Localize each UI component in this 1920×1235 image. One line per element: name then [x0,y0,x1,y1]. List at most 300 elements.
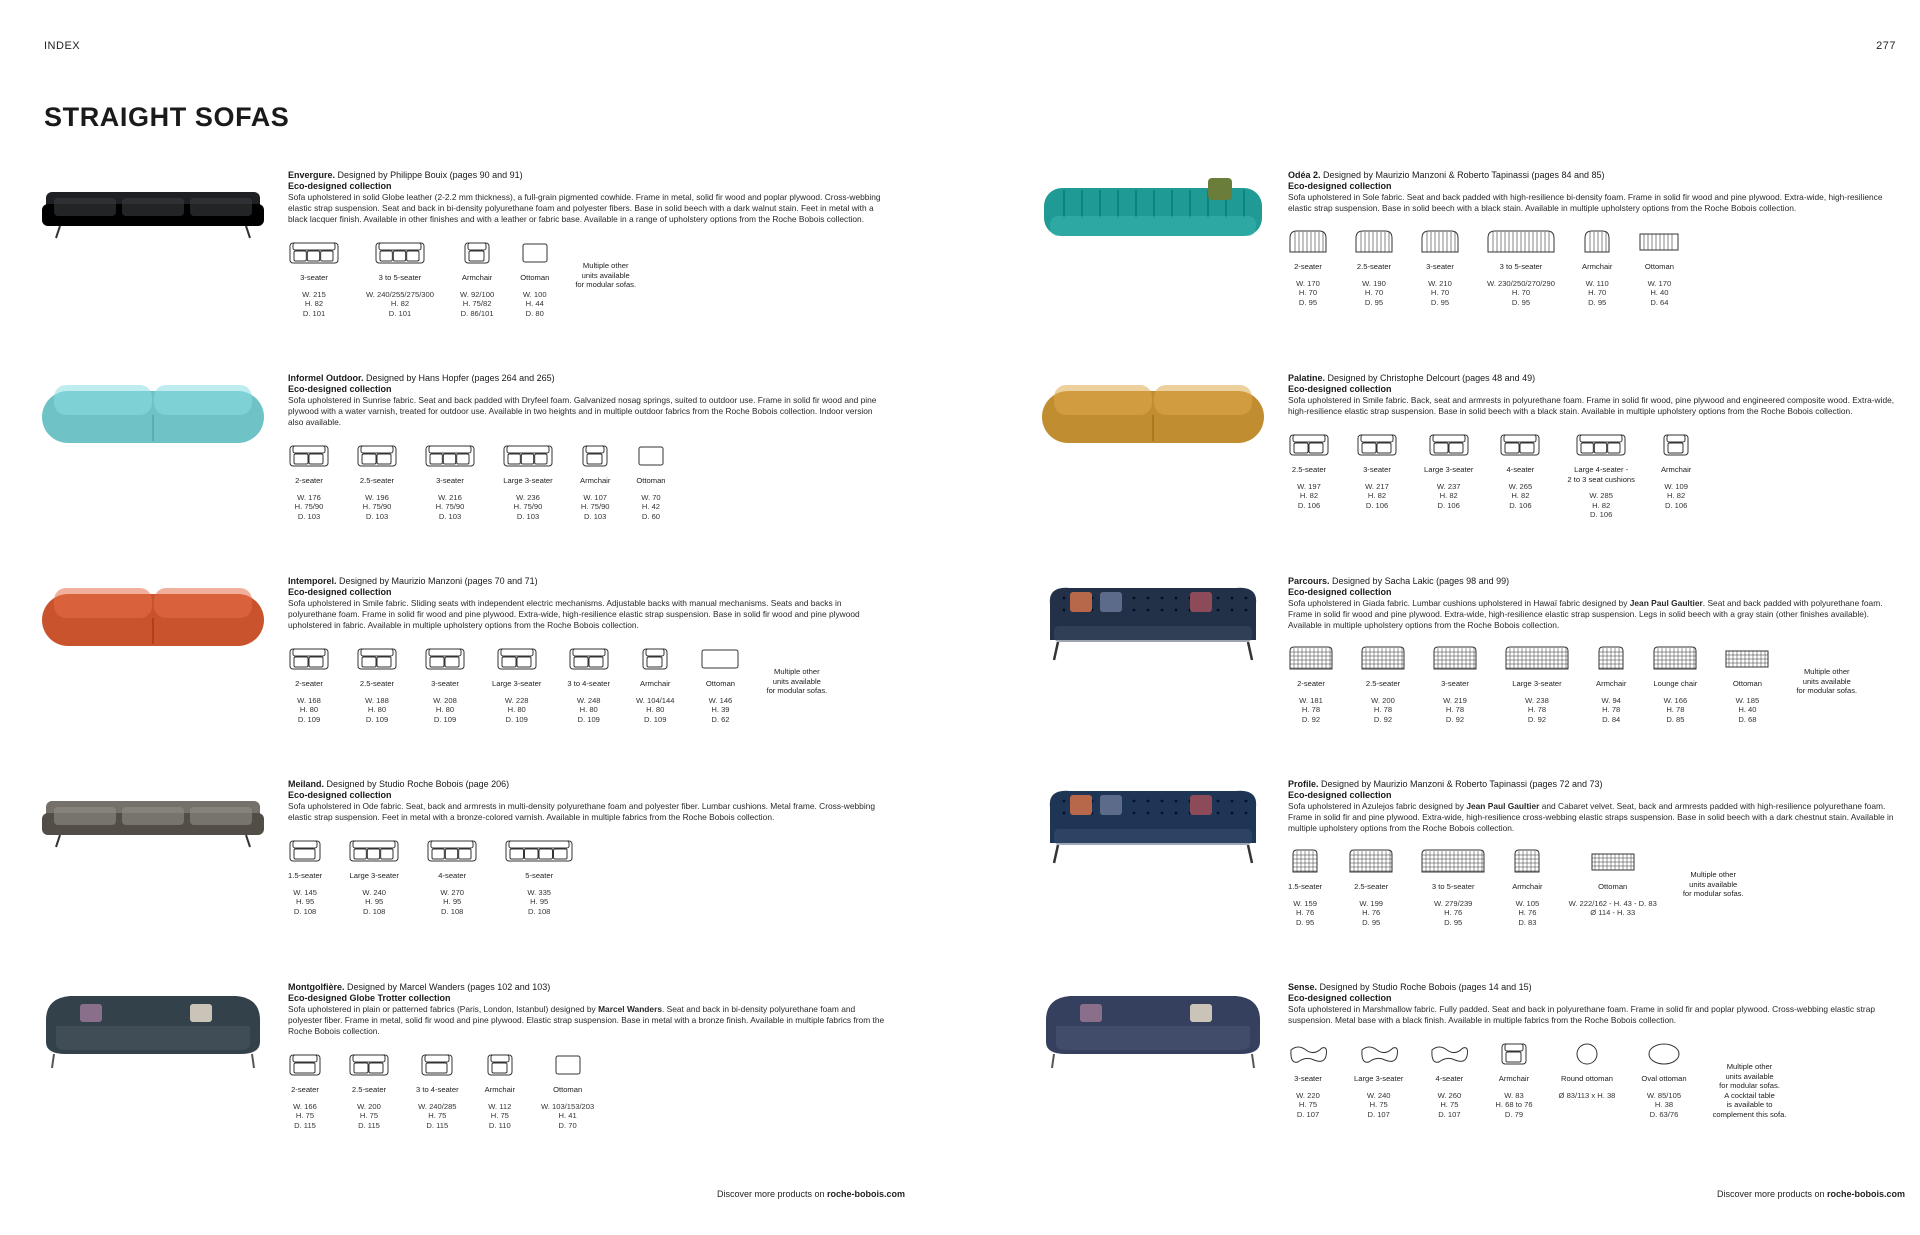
unit-label: Armchair [484,1085,516,1094]
unit-item [288,239,340,318]
unit-list [1288,1040,1900,1120]
unit-dimensions: W. 145 H. 95 D. 108 [293,887,317,916]
description-text: Sofa upholstered in Ode fabric. Seat, back and armrests in multi-density polyurethane foam and polyester fiber. Lumbar cushions. Metal frame. Cross-webbing elastic strap suspension. Feet in metal with a bronze-colored varnish. Available in multiple fabrics from the Roche Bobois collection. [288,801,876,822]
collection-label: Eco-designed collection [1288,181,1392,191]
unit-dimensions: W. 200 H. 75 D. 115 [357,1101,381,1130]
unit-label: 3-seater [431,679,459,688]
unit-item [1596,645,1626,724]
sofa-photo [1040,168,1266,258]
unit-dimensions: W. 103/153/203 H. 41 D. 70 [541,1101,595,1130]
unit-diagram-icon [1356,431,1398,459]
unit-label: 2.5-seater [359,679,395,688]
unit-dimensions: W. 94 H. 78 D. 84 [1601,695,1621,724]
unit-dimensions: W. 70 H. 42 D. 60 [641,492,661,521]
unit-diagram-icon [1359,1040,1399,1068]
collection-label: Eco-designed collection [288,790,392,800]
unit-diagram-icon [426,837,478,865]
unit-item [1288,848,1322,927]
unit-diagram-icon [502,442,554,470]
product-heading [288,779,890,790]
unit-diagram-icon [1429,1040,1469,1068]
product-info [1288,779,1900,927]
unit-dimensions: W. 219 H. 78 D. 92 [1443,695,1467,724]
unit-diagram-icon [486,1051,514,1079]
unit-label: 3-seater [436,476,464,485]
designer-credit: Designed by Hans Hopfer (pages 264 and 265) [363,373,555,383]
collection-label: Eco-designed collection [288,587,392,597]
unit-label: 4-seater [1435,1074,1464,1083]
unit-label: 2.5-seater [1291,465,1327,474]
unit-diagram-icon [288,1051,322,1079]
unit-label: Armchair [1582,262,1613,271]
unit-diagram-icon [641,645,669,673]
product-name: Informel Outdoor. [288,373,364,383]
unit-item [504,837,574,916]
designer-credit: Designed by Sacha Lakic (pages 98 and 99) [1329,576,1510,586]
unit-label: 2.5-seater [1354,882,1389,891]
unit-diagram-icon [1288,228,1328,256]
product-description [1288,801,1900,834]
page-number: 277 [1876,40,1896,52]
unit-item [1420,228,1460,307]
unit-item [1354,228,1394,307]
unit-diagram-icon [1420,228,1460,256]
product-entry [1040,777,1900,980]
unit-diagram-icon [356,442,398,470]
unit-dimensions: W. 230/250/270/290 H. 70 D. 95 [1487,278,1555,307]
unit-item [348,1051,390,1130]
unit-diagram-icon [637,442,665,470]
product-entry [1040,574,1900,777]
unit-label: Large 3-seater [1512,679,1562,688]
sofa-photo [1040,574,1266,664]
product-description [288,801,890,823]
footer-right [1717,1189,1905,1199]
unit-item [288,442,330,521]
unit-list [288,239,890,318]
unit-item [580,442,610,521]
unit-item [520,239,549,318]
description-text: Sofa upholstered in Sole fabric. Seat and back padded with high-resilience bi-density foam. Frame in solid fir wood and pine plywood. Extra-wide, high-resilience elastic strap suspension. Base in solid beech with a black stain. Available in multiple upholstery options from the Roche Bobois collection. [1288,192,1883,213]
product-heading [1288,982,1900,993]
unit-diagram-icon [521,239,549,267]
unit-item [1288,645,1334,724]
unit-dimensions: Ø 83/113 x H. 38 [1558,1090,1616,1100]
product-description [288,192,890,225]
unit-dimensions: W. 248 H. 80 D. 109 [576,695,601,724]
product-info [288,779,890,916]
unit-dimensions: W. 105 H. 76 D. 83 [1515,898,1540,927]
unit-item [1288,228,1328,307]
unit-label: Large 3-seater [503,476,553,485]
product-heading [288,982,890,993]
sofa-image [1040,574,1266,664]
unit-item [366,239,434,318]
unit-dimensions: W. 168 H. 80 D. 109 [297,695,321,724]
unit-label: 3 to 5-seater [1499,262,1543,271]
product-entry [40,574,890,777]
unit-diagram-icon [1420,848,1486,876]
left-column [40,168,890,1183]
unit-dimensions: W. 335 H. 95 D. 108 [527,887,552,916]
unit-item [1567,431,1635,520]
footer-text: Discover more products on [717,1189,828,1199]
unit-diagram-icon [463,239,491,267]
sofa-photo [1040,371,1266,461]
unit-item [1356,431,1398,510]
unit-item [288,1051,322,1130]
product-name: Intemporel. [288,576,337,586]
unit-label: Ottoman [636,476,666,485]
description-text: Sofa upholstered in Azulejos fabric designed by [1288,801,1467,811]
footer-left [717,1189,905,1199]
unit-diagram-icon [356,645,398,673]
unit-dimensions: W. 260 H. 75 D. 107 [1437,1090,1462,1119]
description-text: Sofa upholstered in Marshmallow fabric. Fully padded. Seat and back in polyurethane foam. Frame in solid fir and poplar plywood. Cross-webbing elastic strap suspension. Metal base with a black finish. Available in multiple fabrics from the Roche Bobois collection. [1288,1004,1876,1025]
unit-item [356,645,398,724]
product-name: Montgolfière. [288,982,345,992]
product-heading [1288,779,1900,790]
unit-item [356,442,398,521]
unit-diagram-icon [1648,1040,1680,1068]
unit-label: Armchair [1512,882,1543,891]
unit-diagram-icon [496,645,538,673]
designer-credit: Designed by Maurizio Manzoni & Roberto Tapinassi (pages 84 and 85) [1320,170,1605,180]
unit-dimensions: W. 92/100 H. 75/82 D. 86/101 [459,289,495,318]
unit-item [636,442,665,521]
unit-label: Armchair [1596,679,1627,688]
designer-credit: Designed by Maurizio Manzoni (pages 70 and 71) [336,576,538,586]
unit-diagram-icon [1486,228,1556,256]
unit-diagram-icon [348,1051,390,1079]
unit-label: Armchair [1498,1074,1530,1083]
unit-dimensions: W. 112 H. 75 D. 110 [488,1101,512,1130]
unit-diagram-icon [424,645,466,673]
unit-diagram-icon [1288,431,1330,459]
unit-diagram-icon [1360,645,1406,673]
unit-dimensions: W. 285 H. 82 D. 106 [1589,491,1613,520]
unit-item [1424,431,1473,510]
sofa-image [1040,371,1266,461]
description-text: Sofa upholstered in Smile fabric. Back, seat and armrests in polyurethane foam. Frame in solid fir wood, pine plywood and engineered composite wood. Extra-wide, high-resilience elastic strap suspension. Base in solid beech with a black stain. Available in multiple upholstery options from the Roche Bobois collection. [1288,395,1895,416]
description-text: Sofa upholstered in Sunrise fabric. Seat and back padded with Dryfeel foam. Galvanized nosag springs, suited to outdoor use. Frame in solid fir wood and pine plywood with a water varnish, treated for outdoor use. Available in two heights and in multiple outdoor fabrics from the Roche Bobois collection. Indoor version also available. [288,395,877,427]
product-description [1288,192,1900,214]
product-info [288,982,890,1130]
product-name: Palatine. [1288,373,1326,383]
product-description [288,598,890,631]
unit-dimensions: W. 199 H. 76 D. 95 [1359,898,1384,927]
sofa-image [40,168,266,258]
unit-item [1432,645,1478,724]
product-info [1288,373,1900,520]
unit-label: Large 3-seater [1354,1074,1404,1083]
unit-diagram-icon [1504,645,1570,673]
description-designer: Jean Paul Gaultier [1466,801,1540,811]
sofa-photo [1040,777,1266,867]
unit-diagram-icon [1432,645,1478,673]
unit-dimensions: W. 236 H. 75/90 D. 103 [513,492,543,521]
product-entry [40,371,890,574]
product-description [1288,1004,1900,1026]
unit-dimensions: W. 240 H. 75 D. 107 [1366,1090,1391,1119]
unit-item [1354,1040,1403,1119]
product-description [1288,395,1900,417]
unit-dimensions: W. 265 H. 82 D. 106 [1508,481,1533,510]
unit-item [1288,431,1330,510]
unit-diagram-icon [1499,431,1541,459]
product-info [288,170,890,318]
unit-diagram-icon [420,1051,454,1079]
unit-diagram-icon [1575,431,1627,459]
collection-label: Eco-designed collection [1288,587,1392,597]
collection-label: Eco-designed Globe Trotter collection [288,993,451,1003]
sofa-image [1040,980,1266,1070]
section-label: INDEX [44,40,81,52]
unit-diagram-icon [581,442,609,470]
unit-label: 3-seater [1294,1074,1322,1083]
unit-dimensions: W. 279/239 H. 76 D. 95 [1433,898,1473,927]
unit-diagram-icon [1288,645,1334,673]
product-entry [1040,168,1900,371]
sofa-photo [1040,980,1266,1070]
modular-note: Multiple other units available for modular sofas. [1682,870,1744,899]
unit-item [1512,848,1542,927]
description-text: Sofa upholstered in plain or patterned fabrics (Paris, London, Istanbul) designed by [288,1004,599,1014]
description-text: Sofa upholstered in solid Globe leather (2-2.2 mm thickness), a full-grain pigmented cowhide. Frame in metal, solid fir wood and poplar plywood. Cross-webbing elastic strap suspension. Seat and back in bi-density polyurethane foam and polyester fibers. Base in solid beech with a dark walnut stain. Feet in metal with a black lacquer finish. Available in other finishes and with a leather or fabric base. Available in a range of upholstery options from the Roche Bobois collection. [288,192,881,224]
unit-dimensions: W. 185 H. 40 D. 68 [1735,695,1760,724]
unit-dimensions: W. 176 H. 75/90 D. 103 [294,492,324,521]
unit-label: Round ottoman [1561,1074,1613,1083]
unit-label: 2-seater [1294,262,1322,271]
unit-dimensions: W. 170 H. 70 D. 95 [1296,278,1320,307]
unit-diagram-icon [374,239,426,267]
unit-diagram-icon [1583,228,1611,256]
unit-item [1360,645,1406,724]
product-entry [1040,980,1900,1183]
unit-dimensions: W. 188 H. 80 D. 109 [365,695,389,724]
unit-diagram-icon [700,645,740,673]
unit-label: Ottoman [1644,262,1674,271]
product-info [288,576,890,724]
unit-item [1661,431,1691,510]
unit-diagram-icon [1652,645,1698,673]
unit-dimensions: W. 240/285 H. 75 D. 115 [418,1101,457,1130]
unit-dimensions: W. 85/105 H. 38 D. 63/76 [1646,1090,1682,1119]
product-heading [1288,576,1900,587]
unit-dimensions: W. 104/144 H. 80 D. 109 [636,695,675,724]
unit-dimensions: W. 238 H. 78 D. 92 [1525,695,1549,724]
unit-dimensions: W. 222/162 - H. 43 - D. 83 Ø 114 - H. 33 [1568,898,1657,918]
page-title: STRAIGHT SOFAS [44,102,290,132]
unit-label: 3 to 5-seater [1431,882,1475,891]
collection-label: Eco-designed collection [1288,993,1392,1003]
product-heading [288,170,890,181]
unit-dimensions: W. 215 H. 82 D. 101 [302,289,326,318]
unit-label: 3-seater [300,273,328,282]
product-info [1288,170,1900,307]
unit-dimensions: W. 270 H. 95 D. 108 [440,887,465,916]
unit-label: 2-seater [295,679,323,688]
unit-diagram-icon [1291,848,1319,876]
unit-item [485,1051,515,1130]
designer-credit: Designed by Studio Roche Bobois (page 206) [324,779,510,789]
unit-diagram-icon [1288,1040,1328,1068]
unit-diagram-icon [1513,848,1541,876]
unit-dimensions: W. 200 H. 78 D. 92 [1371,695,1395,724]
unit-label: 2-seater [291,1085,319,1094]
unit-label: 3 to 4-seater [416,1085,459,1094]
unit-label: 1.5-seater [1288,882,1323,891]
unit-diagram-icon [288,239,340,267]
unit-item [1429,1040,1469,1119]
unit-item [1420,848,1486,927]
product-description [1288,598,1900,631]
unit-dimensions: W. 166 H. 75 D. 115 [293,1101,317,1130]
unit-diagram-icon [1428,431,1470,459]
unit-dimensions: W. 210 H. 70 D. 95 [1428,278,1452,307]
unit-label: 2.5-seater [1356,262,1392,271]
unit-diagram-icon [1354,228,1394,256]
unit-diagram-icon [504,837,574,865]
unit-item [541,1051,594,1130]
unit-item [1724,645,1770,724]
unit-dimensions: W. 240/255/275/300 H. 82 D. 101 [366,289,434,318]
unit-item [1641,1040,1686,1119]
unit-dimensions: W. 109 H. 82 D. 106 [1664,481,1688,510]
product-name: Sense. [1288,982,1318,992]
sofa-photo [40,574,266,664]
unit-dimensions: W. 208 H. 80 D. 109 [433,695,457,724]
unit-list [288,645,890,724]
unit-dimensions: W. 216 H. 75/90 D. 103 [435,492,465,521]
unit-label: 3 to 4-seater [567,679,611,688]
product-name: Envergure. [288,170,336,180]
unit-dimensions: W. 83 H. 68 to 76 D. 79 [1495,1090,1533,1119]
product-heading [1288,170,1900,181]
unit-label: 3-seater [1426,262,1454,271]
unit-item [567,645,610,724]
sofa-image [1040,168,1266,258]
unit-item [460,239,494,318]
unit-label: 2.5-seater [359,476,395,485]
unit-list [1288,228,1900,307]
sofa-image [40,980,266,1070]
unit-dimensions: W. 107 H. 75/90 D. 103 [580,492,610,521]
unit-item [424,442,476,521]
unit-dimensions: W. 170 H. 40 D. 64 [1647,278,1672,307]
unit-label: Ottoman [553,1085,583,1094]
unit-label: 5-seater [525,871,554,880]
unit-dimensions: W. 110 H. 70 D. 95 [1585,278,1609,307]
unit-diagram-icon [1724,645,1770,673]
unit-item [416,1051,459,1130]
description-text: Sofa upholstered in Giada fabric. Lumbar cushions upholstered in Hawaï fabric designed by [1288,598,1630,608]
unit-label: Large 3-seater [349,871,399,880]
footer-text: Discover more products on [1717,1189,1828,1199]
description-text: Sofa upholstered in Smile fabric. Sliding seats with independent electric mechanisms. Adjustable backs with manual mechanisms. Seats and backs in polyurethane foam. Frame in solid fir wood and pine plywood. Extra-wide, high-resilience elastic strap suspension. Base in solid fir wood and pine plywood upholstered in fabric. Available in multiple upholstery options from the Roche Bobois collection. [288,598,860,630]
designer-credit: Designed by Studio Roche Bobois (pages 14 and 15) [1317,982,1532,992]
unit-dimensions: W. 240 H. 95 D. 108 [362,887,387,916]
unit-diagram-icon [348,837,400,865]
description-designer: Jean Paul Gaultier [1629,598,1703,608]
unit-item [1486,228,1556,307]
unit-item [492,645,541,724]
unit-dimensions: W. 228 H. 80 D. 109 [504,695,529,724]
unit-item [1638,228,1680,307]
footer-link[interactable]: roche-bobois.com [827,1189,906,1199]
unit-label: Lounge chair [1653,679,1698,688]
unit-dimensions: W. 237 H. 82 D. 106 [1436,481,1461,510]
unit-list [1288,431,1900,520]
unit-diagram-icon [1597,645,1625,673]
product-description [288,395,890,428]
unit-list [288,1051,890,1130]
product-info [288,373,890,521]
product-name: Parcours. [1288,576,1330,586]
unit-list [288,837,890,916]
modular-note: Multiple other units available for modular sofas. [575,261,637,290]
product-name: Odéa 2. [1288,170,1321,180]
unit-list [288,442,890,521]
unit-diagram-icon [1348,848,1394,876]
unit-item [288,837,322,916]
unit-label: 2.5-seater [1365,679,1401,688]
right-column [1040,168,1900,1183]
collection-label: Eco-designed collection [288,384,392,394]
unit-label: Armchair [580,476,611,485]
unit-label: 4-seater [438,871,467,880]
unit-dimensions: W. 181 H. 78 D. 92 [1299,695,1323,724]
product-heading [1288,373,1900,384]
product-entry [40,168,890,371]
designer-credit: Designed by Christophe Delcourt (pages 48 and 49) [1325,373,1536,383]
sofa-photo [40,371,266,461]
collection-label: Eco-designed collection [1288,790,1392,800]
designer-credit: Designed by Marcel Wanders (pages 102 and 103) [344,982,551,992]
unit-diagram-icon [288,442,330,470]
unit-list [1288,848,1900,927]
unit-dimensions: W. 190 H. 70 D. 95 [1362,278,1386,307]
description-designer: Marcel Wanders [598,1004,662,1014]
unit-dimensions: W. 159 H. 76 D. 95 [1293,898,1317,927]
product-heading [288,373,890,384]
unit-item [1582,228,1612,307]
product-info [1288,576,1900,724]
unit-label: Oval ottoman [1641,1074,1687,1083]
unit-label: Large 4-seater - 2 to 3 seat cushions [1567,465,1635,484]
sofa-image [40,371,266,461]
sofa-photo [40,168,266,258]
product-name: Profile. [1288,779,1319,789]
unit-dimensions: W. 100 H. 44 D. 80 [522,289,547,318]
unit-item [502,442,554,521]
unit-item [288,645,330,724]
unit-diagram-icon [424,442,476,470]
unit-list [1288,645,1900,724]
unit-item [348,837,400,916]
footer-link[interactable]: roche-bobois.com [1827,1189,1906,1199]
unit-diagram-icon [568,645,610,673]
product-description [288,1004,890,1037]
unit-item [1504,645,1570,724]
modular-note: Multiple other units available for modular sofas. [1796,667,1858,696]
unit-item [1348,848,1394,927]
unit-label: Armchair [461,273,493,282]
description-text-cont: . Seat and back padded with polyurethane foam. Frame in solid fir wood and pine plywood. Extra-wide, high-resilience elastic strap suspension. Legs in solid beech with a gray stain (other finishes available). Available in multiple upholstery options from the Roche Bobois collection. [1288,598,1883,630]
unit-dimensions: W. 217 H. 82 D. 106 [1365,481,1389,510]
unit-item [1495,1040,1532,1119]
unit-item [1288,1040,1328,1119]
